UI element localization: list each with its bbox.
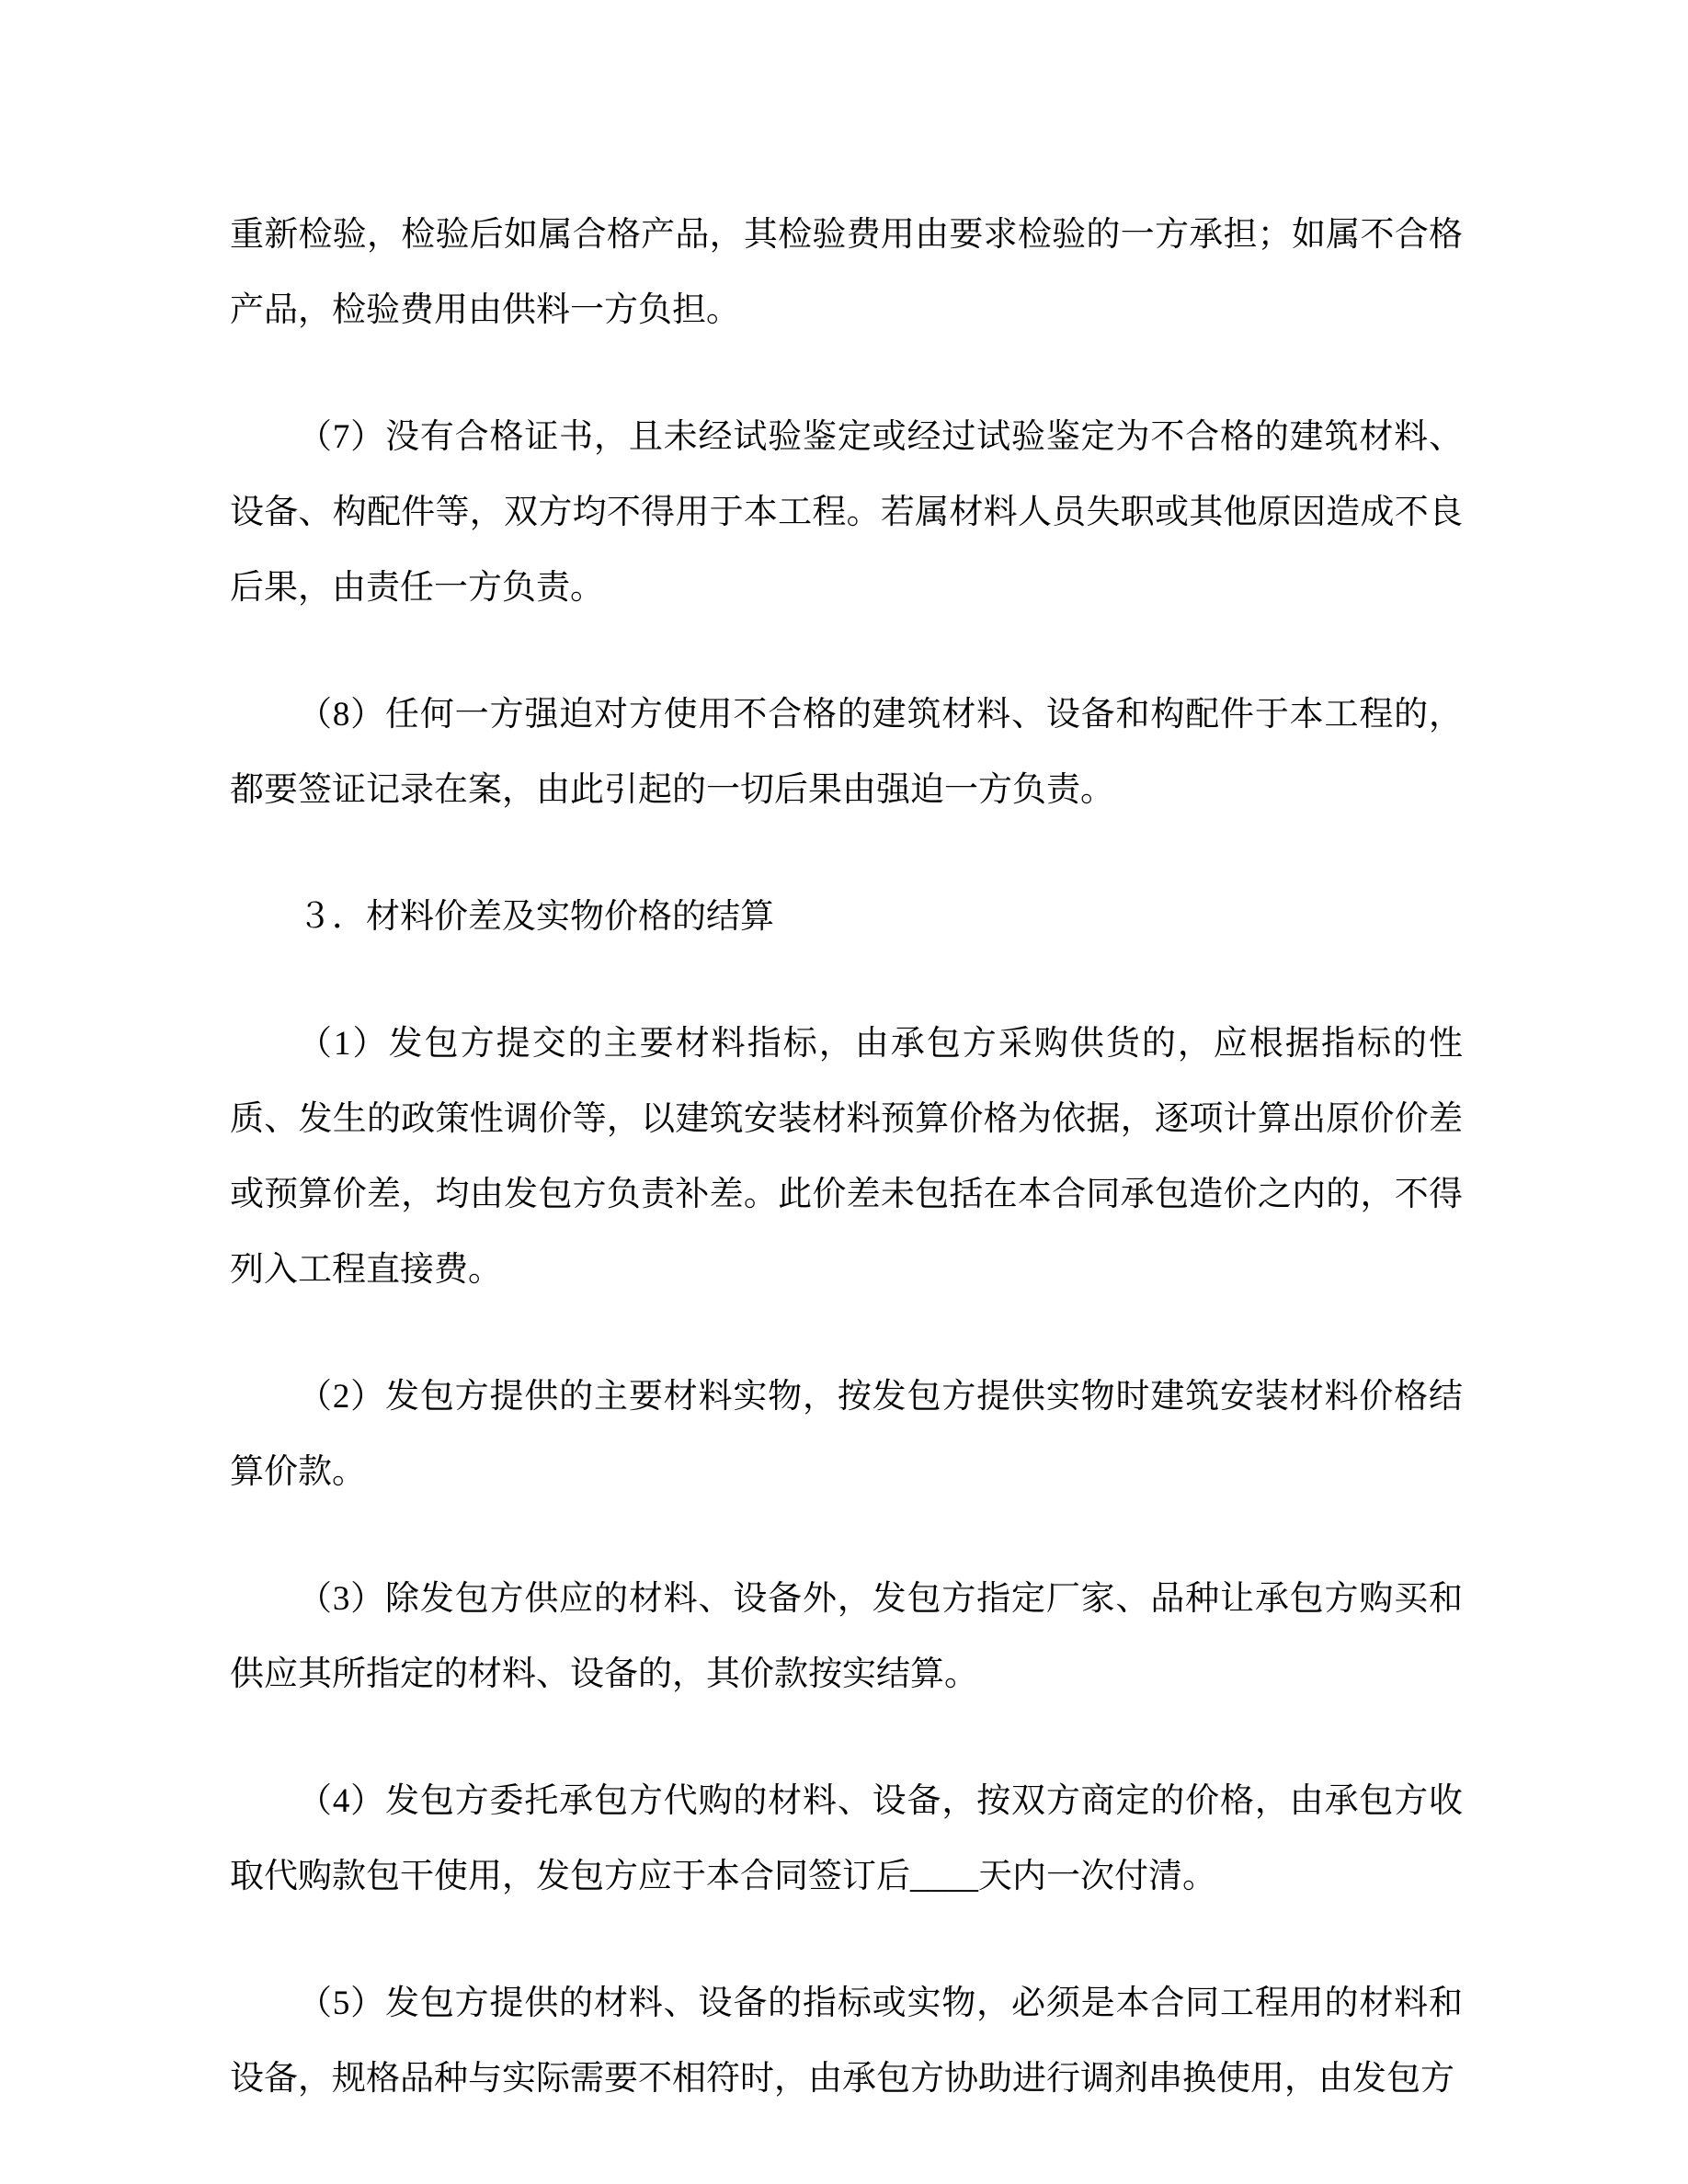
paragraph-continuation: 重新检验，检验后如属合格产品，其检验费用由要求检验的一方承担；如属不合格产品，检验费用由供料一方负担。: [230, 216, 1463, 329]
paragraph-item-7: （7）没有合格证书，且未经试验鉴定或经过试验鉴定为不合格的建筑材料、设备、构配件等，双方均不得用于本工程。若属材料人员失职或其他原因造成不良后果，由责任一方负责。: [230, 418, 1463, 607]
paragraph-item-2: （2）发包方提供的主要材料实物，按发包方提供实物时建筑安装材料价格结算价款。: [230, 1378, 1463, 1491]
paragraph-item-5: （5）发包方提供的材料、设备的指标或实物，必须是本合同工程用的材料和设备，规格品种与实际需要不相符时，由承包方协助进行调剂串换使用，由发包方: [230, 1985, 1463, 2098]
document-body: [230, 198, 1463, 2117]
paragraph-item-3: （3）除发包方供应的材料、设备外，发包方指定厂家、品种让承包方购买和供应其所指定的材料、设备的，其价款按实结算。: [230, 1580, 1463, 1693]
paragraph-item-4: （4）发包方委托承包方代购的材料、设备，按双方商定的价格，由承包方收取代购款包干使用，发包方应于本合同签订后____天内一次付清。: [230, 1782, 1463, 1895]
paragraph-item-1: （1）发包方提交的主要材料指标，由承包方采购供货的，应根据指标的性质、发生的政策性调价等，以建筑安装材料预算价格为依据，逐项计算出原价价差或预算价差，均由发包方负责补差。此价差未包括在本合同承包造价之内的，不得列入工程直接费。: [230, 1025, 1463, 1289]
section-heading-3: ３．材料价差及实物价格的结算: [298, 898, 774, 936]
paragraph-item-8: （8）任何一方强迫对方使用不合格的建筑材料、设备和构配件于本工程的，都要签证记录在案，由此引起的一切后果由强迫一方负责。: [230, 696, 1463, 809]
